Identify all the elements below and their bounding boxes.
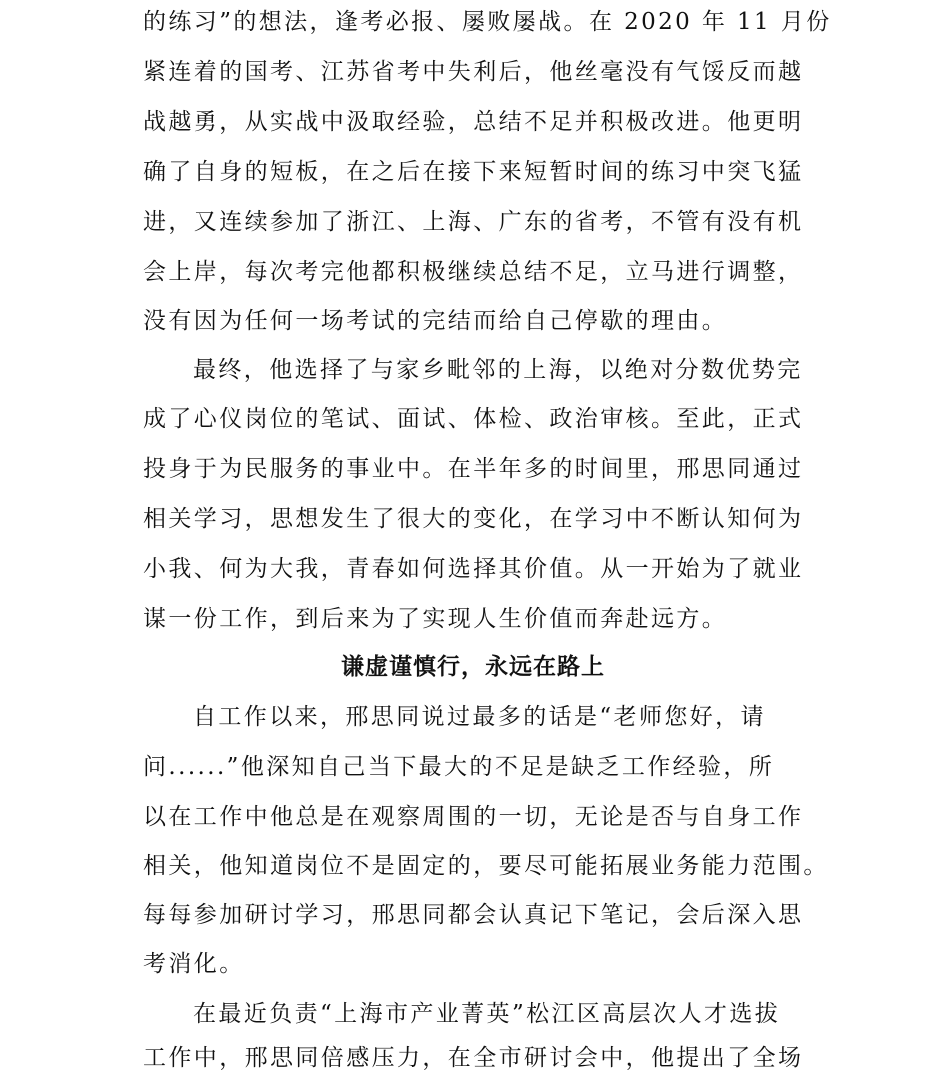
text-line: 考消化。 xyxy=(143,951,245,977)
text-line: 小我、何为大我，青春如何选择其价值。从一开始为了就业 xyxy=(143,556,804,582)
text-line: 没有因为任何一场考试的完结而给自己停歇的理由。 xyxy=(143,308,728,334)
text-line: 问......”他深知自己当下最大的不足是缺乏工作经验，所 xyxy=(143,754,775,780)
text-line: 相关学习，思想发生了很大的变化，在学习中不断认知何为 xyxy=(143,506,804,532)
text-line: 自工作以来，邢思同说过最多的话是“老师您好，请 xyxy=(193,704,766,730)
text-line: 紧连着的国考、江苏省考中失利后，他丝毫没有气馁反而越 xyxy=(143,59,804,85)
section-heading: 谦虚谨慎行，永远在路上 xyxy=(341,654,605,680)
text-line: 进，又连续参加了浙江、上海、广东的省考，不管有没有机 xyxy=(143,209,804,235)
text-line: 工作中，邢思同倍感压力，在全市研讨会中，他提出了全场 xyxy=(143,1045,804,1071)
text-line: 最终，他选择了与家乡毗邻的上海，以绝对分数优势完 xyxy=(193,357,803,383)
text-line: 在最近负责“上海市产业菁英”松江区高层次人才选拔 xyxy=(193,1001,781,1027)
text-line: 谋一份工作，到后来为了实现人生价值而奔赴远方。 xyxy=(143,606,728,632)
text-line: 的练习”的想法，逢考必报、屡败屡战。在 2020 年 11 月份 xyxy=(143,9,832,35)
text-line: 每每参加研讨学习，邢思同都会认真记下笔记，会后深入思 xyxy=(143,902,804,928)
text-line: 相关，他知道岗位不是固定的，要尽可能拓展业务能力范围。 xyxy=(143,853,829,879)
text-line: 以在工作中他总是在观察周围的一切，无论是否与自身工作 xyxy=(143,804,804,830)
text-line: 投身于为民服务的事业中。在半年多的时间里，邢思同通过 xyxy=(143,456,804,482)
text-line: 会上岸，每次考完他都积极继续总结不足，立马进行调整， xyxy=(143,259,804,285)
text-line: 确了自身的短板，在之后在接下来短暂时间的练习中突飞猛 xyxy=(143,159,804,185)
text-line: 成了心仪岗位的笔试、面试、体检、政治审核。至此，正式 xyxy=(143,406,804,432)
text-line: 战越勇，从实战中汲取经验，总结不足并积极改进。他更明 xyxy=(143,109,804,135)
